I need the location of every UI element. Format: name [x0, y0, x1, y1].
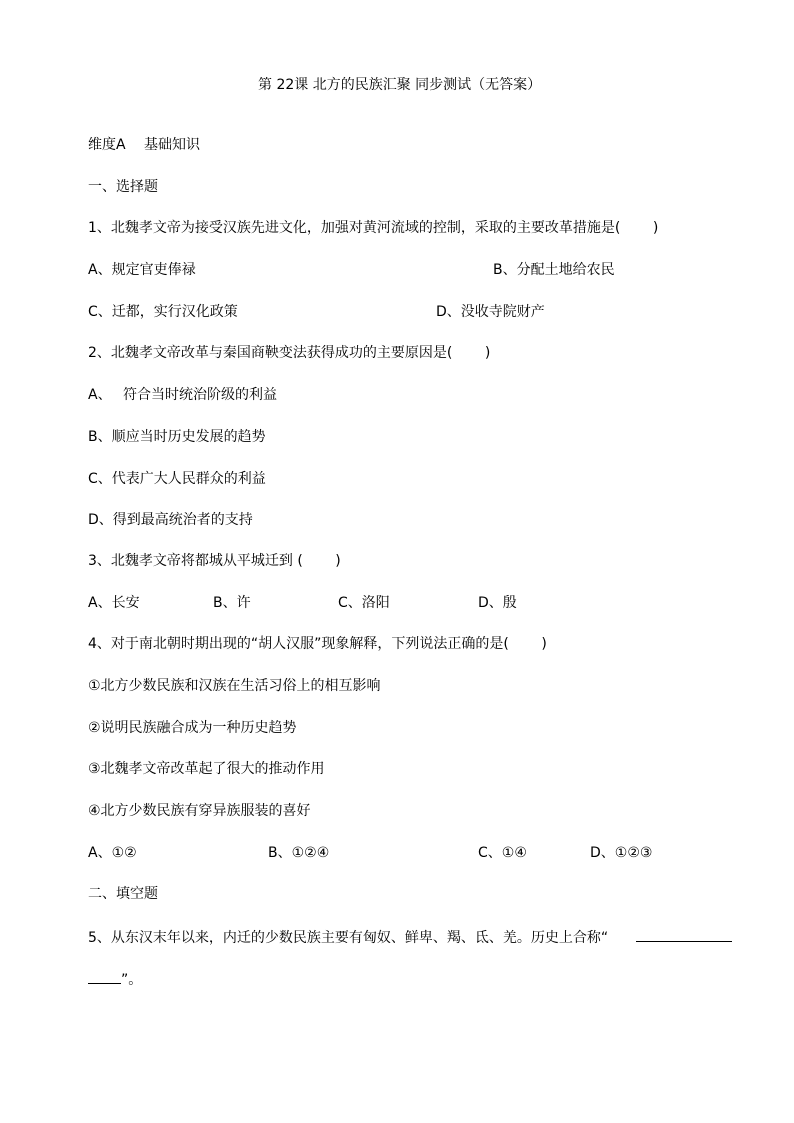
page-title: 第 22课 北方的民族汇聚 同步测试（无答案） [258, 77, 542, 93]
q4-item-2: ②说明民族融合成为一种历史趋势 [88, 720, 297, 736]
q1-option-b: B、分配土地给农民 [493, 262, 615, 278]
q2-option-d: D、得到最高统治者的支持 [88, 512, 253, 528]
q4-item-3: ③北魏孝文帝改革起了很大的推动作用 [88, 761, 325, 777]
q3-option-d: D、殷 [478, 595, 517, 611]
q3-stem: 3、北魏孝文帝将都城从平城迁到 ( ) [88, 553, 341, 569]
part1-heading: 一、选择题 [88, 179, 158, 195]
q3-option-a: A、长安 [88, 595, 140, 611]
q1-option-a: A、规定官吏俸禄 [88, 262, 196, 278]
q2-option-a: A、 符合当时统治阶级的利益 [88, 387, 278, 403]
q5-stem-text: 5、从东汉末年以来，内迁的少数民族主要有匈奴、鲜卑、羯、氐、羌。历史上合称“ [88, 930, 609, 946]
q4-option-c: C、①④ [478, 845, 527, 861]
q4-option-b: B、①②④ [268, 845, 330, 861]
q1-stem: 1、北魏孝文帝为接受汉族先进文化，加强对黄河流域的控制，采取的主要改革措施是( ) [88, 220, 659, 236]
q2-stem: 2、北魏孝文帝改革与秦国商鞅变法获得成功的主要原因是( ) [88, 345, 491, 361]
q4-option-a: A、①② [88, 845, 137, 861]
q2-option-c: C、代表广大人民群众的利益 [88, 471, 266, 487]
q4-option-d: D、①②③ [590, 845, 653, 861]
part2-heading: 二、填空题 [88, 886, 158, 902]
q4-item-1: ①北方少数民族和汉族在生活习俗上的相互影响 [88, 678, 381, 694]
q3-option-b: B、许 [213, 595, 251, 611]
q4-stem: 4、对于南北朝时期出现的“胡人汉服”现象解释，下列说法正确的是( ) [88, 636, 547, 652]
section-a-heading: 维度A 基础知识 [88, 137, 201, 153]
q5-ending: ”。 [121, 972, 143, 988]
q1-option-d: D、没收寺院财产 [436, 304, 545, 320]
q2-option-b: B、顺应当时历史发展的趋势 [88, 429, 266, 445]
q5-answer-blank-part1[interactable] [636, 927, 732, 942]
q5-stem [88, 927, 732, 947]
q5-stem-continued [88, 969, 142, 989]
q3-option-c: C、洛阳 [338, 595, 390, 611]
q4-item-4: ④北方少数民族有穿异族服装的喜好 [88, 803, 311, 819]
q5-answer-blank-part2[interactable] [88, 969, 121, 984]
q1-option-c: C、迁都，实行汉化政策 [88, 304, 238, 320]
